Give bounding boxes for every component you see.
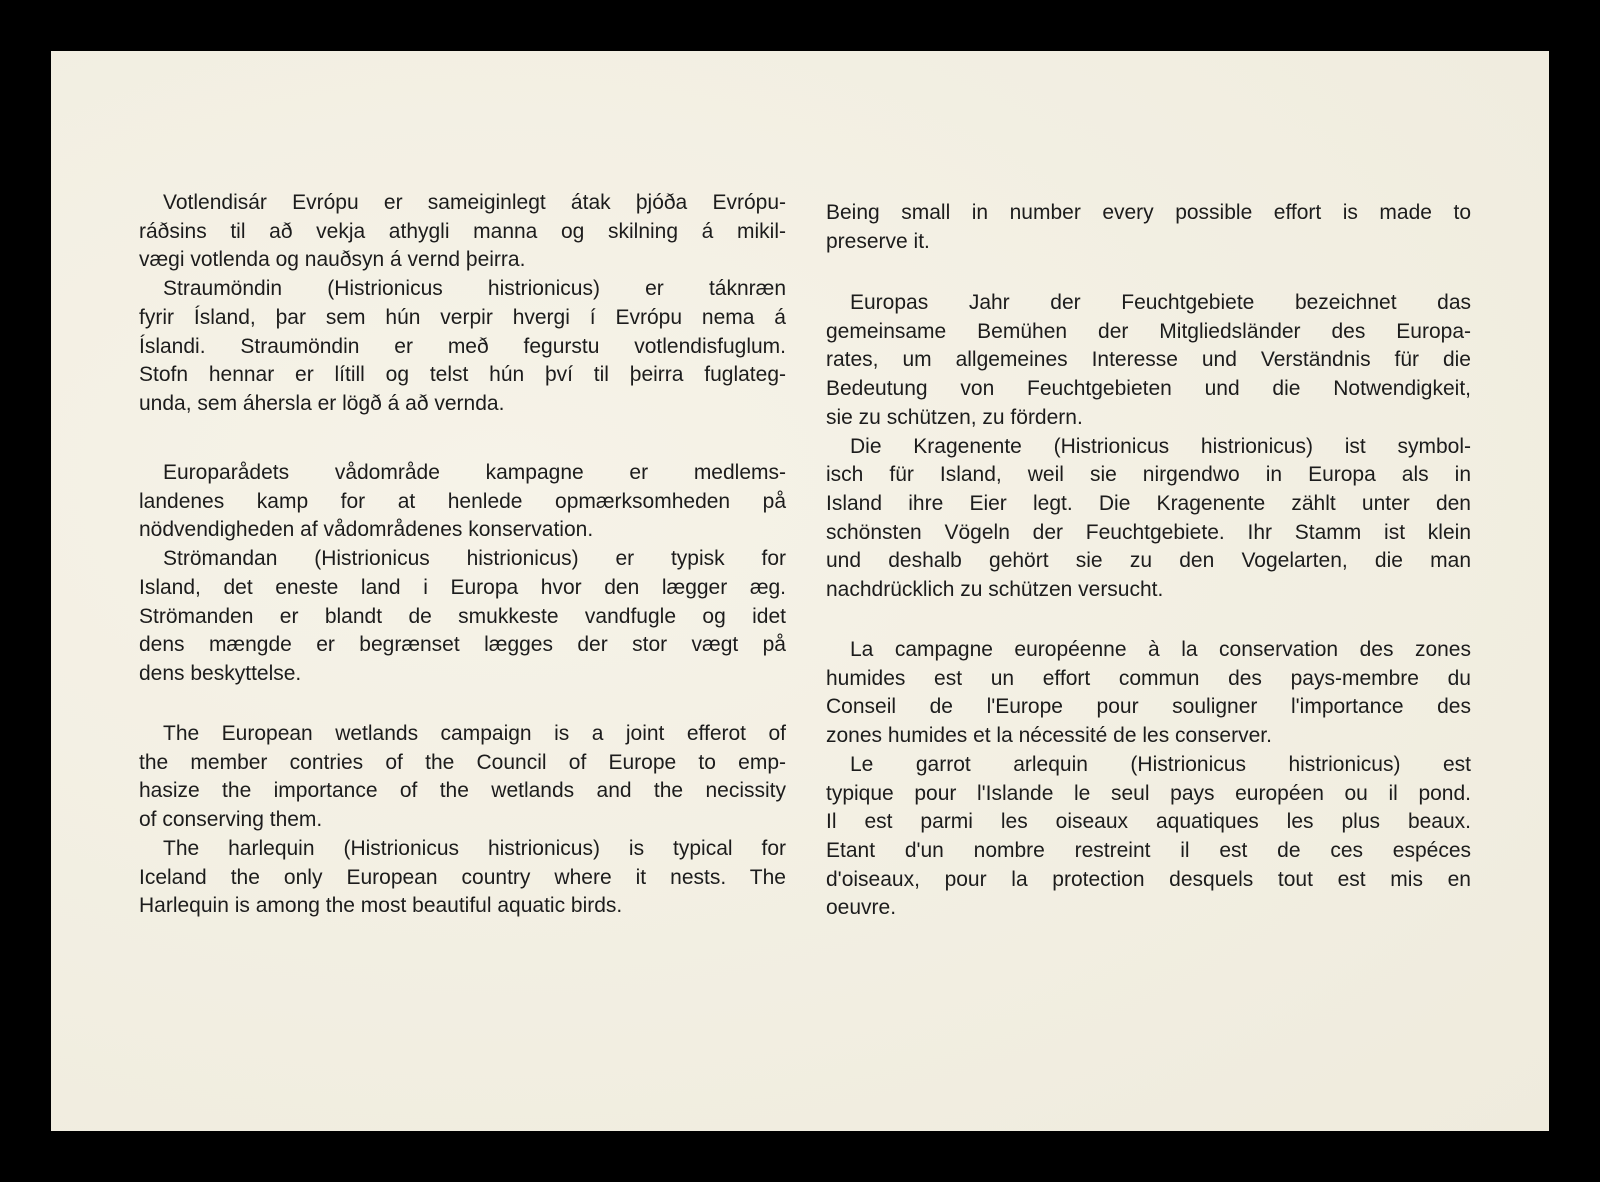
text-line: Votlendisár Evrópu er sameiginlegt átak þjóða Evrópu- (163, 191, 786, 214)
paragraph (139, 720, 786, 835)
text-line: fyrir Ísland, þar sem hún verpir hvergi í Evrópu nema á (139, 305, 786, 329)
text-line: Europas Jahr der Feuchtgebiete bezeichnet das (850, 291, 1471, 314)
text-block-english-continued (826, 199, 1471, 256)
paragraph (826, 289, 1471, 433)
text-line: nödvendigheden af vådområdenes konservation. (139, 518, 594, 542)
text-line: Iceland the only European country where it nests. The (139, 865, 786, 889)
text-line: Stofn hennar er lítill og telst hún því til þeirra fuglateg- (139, 363, 786, 387)
paragraph (826, 433, 1471, 605)
text-block-icelandic (139, 189, 786, 419)
text-line: preserve it. (826, 229, 930, 253)
text-line: of conserving them. (139, 808, 323, 832)
text-line: oeuvre. (826, 896, 897, 920)
text-line: Le garrot arlequin (Histrionicus histrionicus) est (850, 752, 1471, 776)
text-line: Il est parmi les oiseaux aquatiques les plus beaux. (826, 810, 1471, 834)
text-line: Harlequin is among the most beautiful aquatic birds. (139, 894, 623, 918)
text-line: unda, sem áhersla er lögð á að vernda. (139, 391, 505, 415)
text-block-danish (139, 459, 786, 689)
text-line: dens beskyttelse. (139, 661, 302, 685)
paragraph (826, 199, 1471, 256)
text-line: Strömandan (Histrionicus histrionicus) er typisk for (163, 547, 786, 571)
text-line: schönsten Vögeln der Feuchtgebiete. Ihr Stamm ist klein (826, 520, 1471, 544)
text-line: und deshalb gehört sie zu den Vogelarten, die man (826, 549, 1471, 573)
text-line: sie zu schützen, zu fördern. (826, 405, 1083, 429)
text-line: Island, det eneste land i Europa hvor den lægger æg. (139, 575, 786, 599)
text-line: The harlequin (Histrionicus histrionicus) is typical for (163, 836, 786, 860)
paragraph (826, 636, 1471, 751)
paragraph (139, 189, 786, 275)
paragraph (139, 275, 786, 419)
text-line: gemeinsame Bemühen der Mitgliedsländer des Europa- (826, 319, 1471, 343)
text-line: ráðsins til að vekja athygli manna og skilning á mikil- (139, 219, 786, 243)
text-line: the member contries of the Council of Europe to emp- (139, 750, 786, 774)
text-line: rates, um allgemeines Interesse und Verständnis für die (826, 348, 1471, 372)
text-line: isch für Island, weil sie nirgendwo in Europa als in (826, 463, 1471, 487)
text-line: Etant d'un nombre restreint il est de ces espéces (826, 838, 1471, 862)
text-line: nachdrücklich zu schützen versucht. (826, 578, 1164, 602)
text-block-english (139, 720, 786, 921)
text-line: Die Kragenente (Histrionicus histrionicus) ist symbol- (850, 434, 1471, 458)
paragraph (139, 459, 786, 545)
text-line: vægi votlenda og nauðsyn á vernd þeirra. (139, 248, 526, 272)
text-line: Íslandi. Straumöndin er með fegurstu votlendisfuglum. (139, 334, 786, 358)
text-line: hasize the importance of the wetlands and the necissity (139, 779, 786, 803)
text-line: Bedeutung von Feuchtgebieten und die Notwendigkeit, (826, 377, 1471, 401)
text-line: Strömanden er blandt de smukkeste vandfugle og idet (139, 604, 786, 628)
text-line: zones humides et la nécessité de les conserver. (826, 724, 1272, 748)
paragraph (826, 751, 1471, 923)
paragraph (139, 545, 786, 689)
text-line: typique pour l'Islande le seul pays européen ou il pond. (826, 781, 1471, 805)
text-line: Being small in number every possible effort is made to (826, 201, 1471, 224)
text-line: Europarådets vådområde kampagne er medlems- (163, 461, 786, 484)
text-block-german (826, 289, 1471, 605)
text-line: d'oiseaux, pour la protection desquels tout est mis en (826, 867, 1471, 891)
text-line: humides est un effort commun des pays-membre du (826, 666, 1471, 690)
text-line: The European wetlands campaign is a joint efferot of (163, 722, 786, 745)
text-line: Conseil de l'Europe pour souligner l'importance des (826, 695, 1471, 719)
text-line: La campagne européenne à la conservation des zones (850, 638, 1471, 661)
paragraph (139, 835, 786, 921)
text-line: Island ihre Eier legt. Die Kragenente zählt unter den (826, 491, 1471, 515)
text-line: Straumöndin (Histrionicus histrionicus) er táknræn (163, 277, 786, 301)
text-line: landenes kamp for at henlede opmærksomheden på (139, 489, 786, 513)
text-line: dens mængde er begrænset lægges der stor vægt på (139, 633, 786, 657)
text-block-french (826, 636, 1471, 923)
